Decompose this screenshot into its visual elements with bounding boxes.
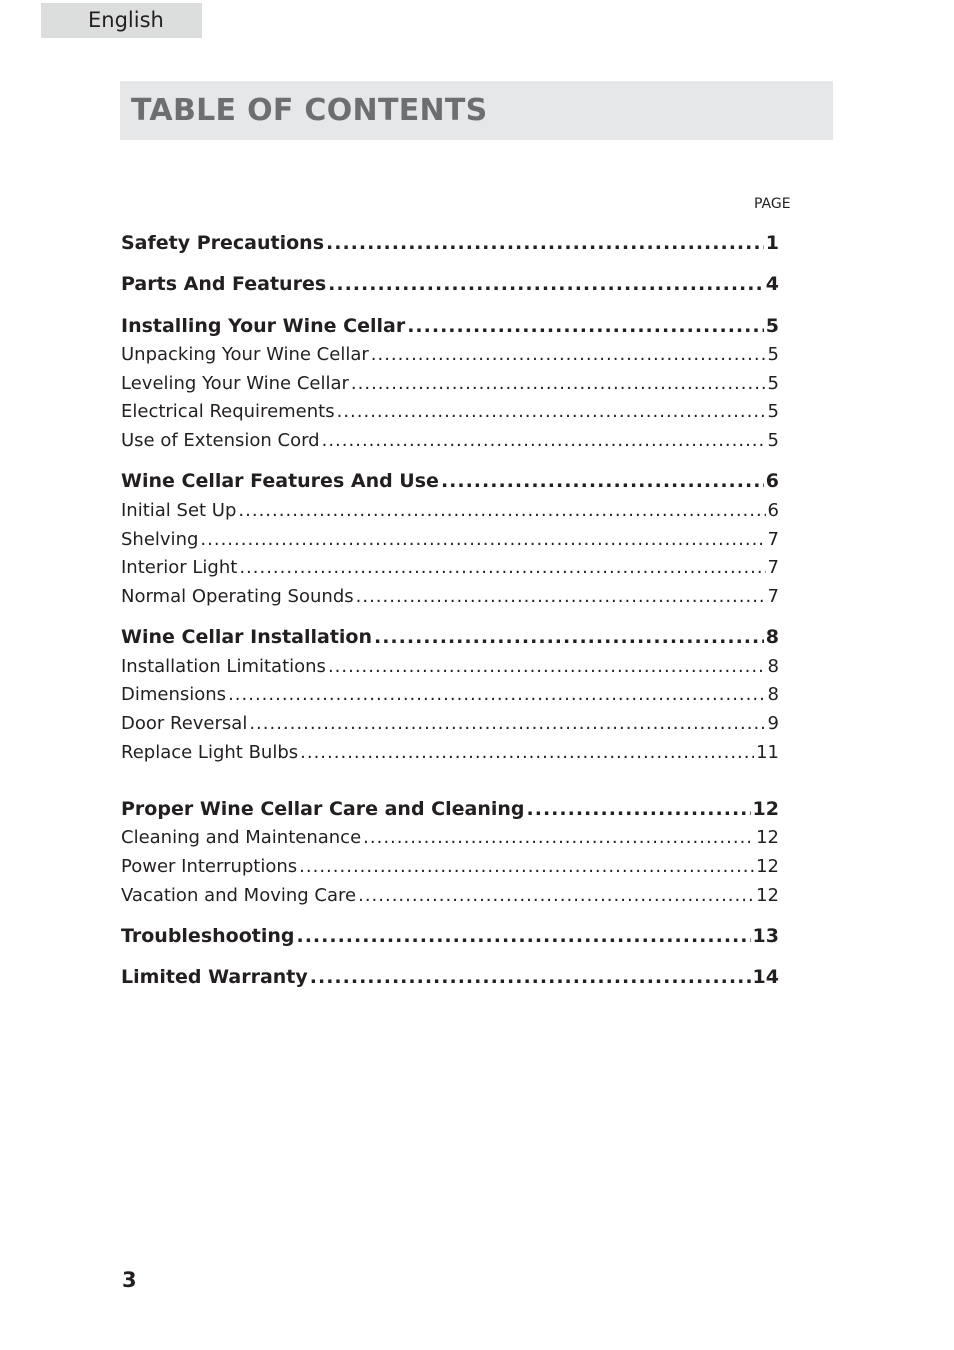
- toc-entry-page: 8: [765, 626, 779, 648]
- toc-entry-page: 12: [756, 856, 779, 877]
- toc-entry-page: 14: [752, 966, 779, 988]
- toc-entry-page: 13: [752, 925, 779, 947]
- toc-subentry-interior-light[interactable]: [121, 557, 779, 583]
- toc-subentry-leveling[interactable]: [121, 373, 779, 399]
- toc-entry-label: Power Interruptions: [121, 856, 298, 877]
- toc-subentry-door-reversal[interactable]: [121, 713, 779, 739]
- toc-subentry-shelving[interactable]: [121, 529, 779, 555]
- toc-subentry-operating-sounds[interactable]: [121, 586, 779, 612]
- toc-entry-page: 8: [767, 684, 779, 705]
- toc-entry-label: Initial Set Up: [121, 500, 237, 521]
- toc-subentry-unpacking[interactable]: [121, 344, 779, 370]
- toc-entry-label: Safety Precautions: [121, 232, 325, 254]
- toc-entry-troubleshooting[interactable]: [121, 925, 779, 951]
- toc-entry-page: 6: [765, 470, 779, 492]
- toc-entry-page: 4: [765, 273, 779, 295]
- toc-entry-features-and-use[interactable]: [121, 470, 779, 496]
- page-number: 3: [122, 1268, 137, 1292]
- toc-entry-page: 5: [767, 344, 779, 365]
- toc-entry-page: 12: [752, 798, 779, 820]
- toc-entry-label: Use of Extension Cord: [121, 430, 320, 451]
- toc-entry-label: Replace Light Bulbs: [121, 742, 299, 763]
- toc-subentry-installation-limitations[interactable]: [121, 656, 779, 682]
- toc-entry-parts-and-features[interactable]: [121, 273, 779, 299]
- toc-entry-page: 5: [767, 430, 779, 451]
- toc-entry-label: Parts And Features: [121, 273, 327, 295]
- toc-entry-label: Troubleshooting: [121, 925, 295, 947]
- toc-entry-page: 7: [767, 557, 779, 578]
- toc-entry-page: 11: [756, 742, 779, 763]
- language-tab: English: [41, 3, 202, 38]
- toc-entry-page: 5: [767, 401, 779, 422]
- toc-entry-care-and-cleaning[interactable]: [121, 798, 779, 824]
- toc-subentry-electrical[interactable]: [121, 401, 779, 427]
- toc-subentry-power-interruptions[interactable]: [121, 856, 779, 882]
- toc-entry-label: Proper Wine Cellar Care and Cleaning: [121, 798, 525, 820]
- toc-entry-page: 8: [767, 656, 779, 677]
- page-title: TABLE OF CONTENTS: [131, 93, 488, 128]
- toc-subentry-cleaning-maintenance[interactable]: [121, 827, 779, 853]
- toc-entry-label: Unpacking Your Wine Cellar: [121, 344, 369, 365]
- toc-entry-label: Leveling Your Wine Cellar: [121, 373, 349, 394]
- toc-entry-label: Wine Cellar Installation: [121, 626, 372, 648]
- toc-entry-label: Interior Light: [121, 557, 238, 578]
- toc-subentry-vacation-moving[interactable]: [121, 885, 779, 911]
- toc-entry-page: 7: [767, 586, 779, 607]
- toc-entry-label: Door Reversal: [121, 713, 248, 734]
- toc-entry-page: 12: [756, 827, 779, 848]
- toc-entry-page: 12: [756, 885, 779, 906]
- toc-entry-page: 5: [767, 373, 779, 394]
- toc-entry-page: 9: [767, 713, 779, 734]
- toc-entry-label: Installing Your Wine Cellar: [121, 315, 406, 337]
- toc-entry-page: 5: [765, 315, 779, 337]
- toc-subentry-dimensions[interactable]: [121, 684, 779, 710]
- toc-entry-label: Shelving: [121, 529, 199, 550]
- toc-entry-page: 7: [767, 529, 779, 550]
- toc-entry-safety-precautions[interactable]: [121, 232, 779, 258]
- toc-entry-installation[interactable]: [121, 626, 779, 652]
- toc-subentry-extension-cord[interactable]: [121, 430, 779, 456]
- toc-entry-label: Electrical Requirements: [121, 401, 335, 422]
- toc-entry-label: Vacation and Moving Care: [121, 885, 357, 906]
- toc-entry-label: Cleaning and Maintenance: [121, 827, 362, 848]
- toc-entry-label: Normal Operating Sounds: [121, 586, 354, 607]
- toc-entry-label: Limited Warranty: [121, 966, 308, 988]
- toc-subentry-initial-set-up[interactable]: [121, 500, 779, 526]
- toc-entry-limited-warranty[interactable]: [121, 966, 779, 992]
- toc-entry-label: Wine Cellar Features And Use: [121, 470, 439, 492]
- toc-entry-installing[interactable]: [121, 315, 779, 341]
- toc-entry-page: 1: [765, 232, 779, 254]
- toc-entry-label: Dimensions: [121, 684, 227, 705]
- toc-entry-page: 6: [767, 500, 779, 521]
- title-bar: [120, 81, 833, 140]
- toc-entry-label: Installation Limitations: [121, 656, 326, 677]
- page-column-label: PAGE: [754, 196, 791, 212]
- toc-subentry-replace-light-bulbs[interactable]: [121, 742, 779, 768]
